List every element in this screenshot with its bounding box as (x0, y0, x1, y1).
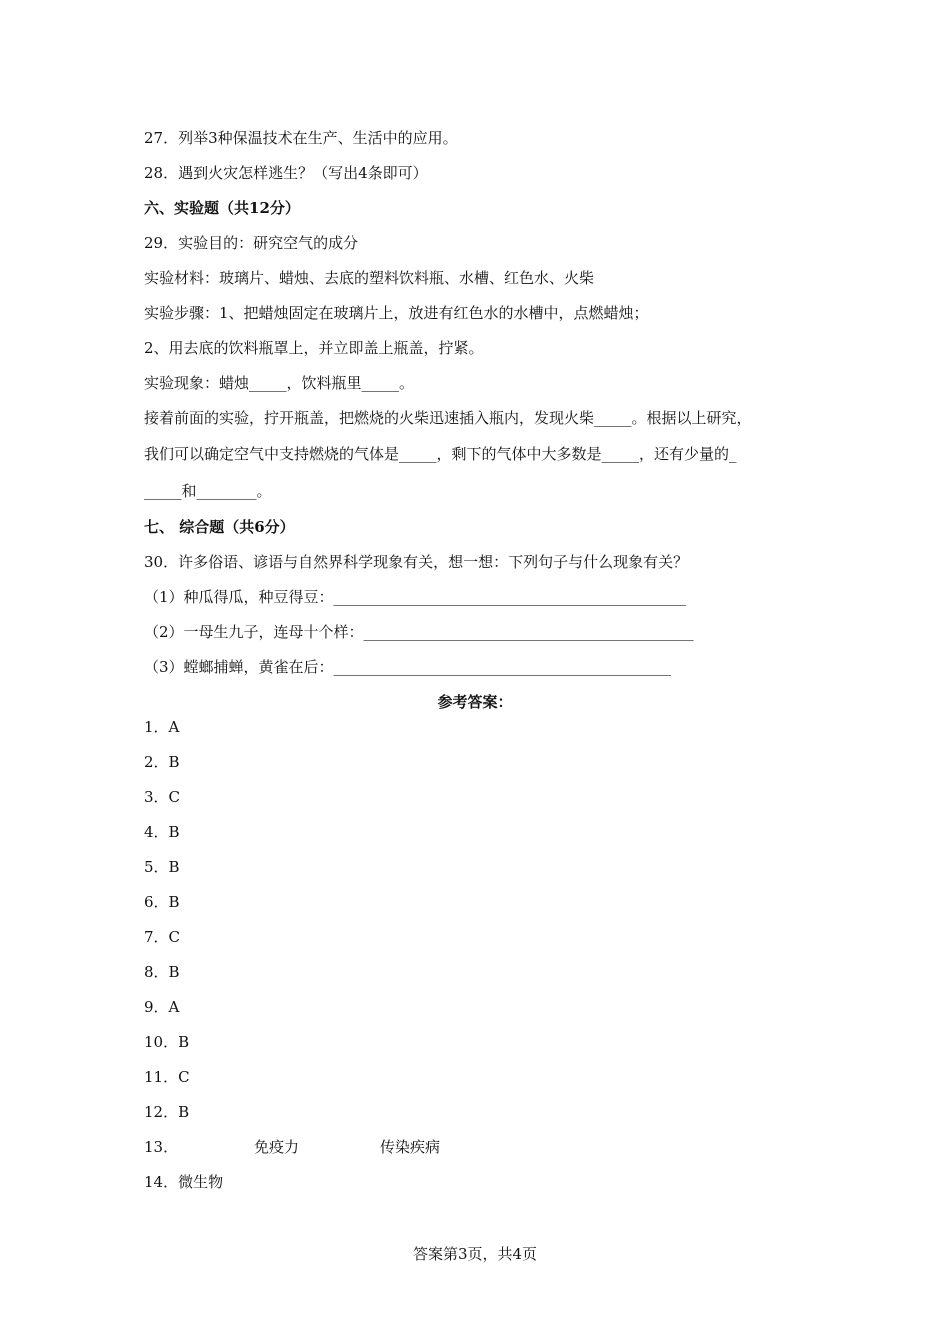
answers-heading: 参考答案： (437, 693, 513, 711)
question-30-item-2: （2）一母生九子，连母十个样：____________________________________________ (144, 623, 694, 641)
experiment-continue-1: 接着前面的实验，拧开瓶盖，把燃烧的火柴迅速插入瓶内，发现火柴_____。根据以上研究， (144, 409, 752, 427)
answer-6: 6．B (144, 893, 180, 911)
question-28: 28．遇到火灾怎样逃生？（写出4条即可） (144, 164, 428, 182)
answer-2: 2．B (144, 753, 180, 771)
answer-14: 14．微生物 (144, 1173, 224, 1191)
experiment-continue-2: 我们可以确定空气中支持燃烧的气体是_____，剩下的气体中大多数是_____，还有少量的_ (144, 445, 737, 463)
answer-12: 12．B (144, 1103, 190, 1121)
experiment-steps-1: 实验步骤：1、把蜡烛固定在玻璃片上，放进有红色水的水槽中，点燃蜡烛； (144, 304, 649, 322)
answer-5: 5．B (144, 858, 180, 876)
question-30-item-1: （1）种瓜得瓜，种豆得豆：_______________________________________________ (144, 588, 687, 606)
experiment-phenomenon: 实验现象：蜡烛_____，饮料瓶里_____。 (144, 374, 415, 392)
section-7-heading: 七、 综合题（共6分） (144, 518, 295, 536)
section-6-heading: 六、实验题（共12分） (144, 199, 300, 217)
answer-13 (144, 1137, 440, 1157)
experiment-materials: 实验材料：玻璃片、蜡烛、去底的塑料饮料瓶、水槽、红色水、火柴 (144, 269, 595, 287)
answer-1: 1．A (144, 718, 180, 736)
answer-7: 7．C (144, 928, 181, 946)
question-30-title: 30．许多俗语、谚语与自然界科学现象有关，想一想：下列句子与什么现象有关？ (144, 553, 689, 571)
page-footer: 答案第3页，共4页 (412, 1245, 538, 1263)
question-30-item-3: （3）螳螂捕蝉，黄雀在后：_____________________________________________ (144, 658, 672, 676)
answer-9: 9．A (144, 998, 180, 1016)
answer-3: 3．C (144, 788, 181, 806)
answer-8: 8．B (144, 963, 180, 981)
answer-13-blank-2: 传染疾病 (380, 1138, 441, 1156)
answer-4: 4．B (144, 823, 180, 841)
answer-10: 10．B (144, 1033, 190, 1051)
experiment-continue-3: _____和________。 (144, 482, 272, 500)
answer-13-blank-1: 免疫力 (254, 1138, 300, 1156)
question-27: 27．列举3种保温技术在生产、生活中的应用。 (144, 129, 458, 147)
question-29-title: 29．实验目的：研究空气的成分 (144, 234, 359, 252)
answer-11: 11．C (144, 1068, 190, 1086)
answer-13-number: 13． (144, 1138, 179, 1156)
experiment-steps-2: 2、用去底的饮料瓶罩上，并立即盖上瓶盖，拧紧。 (144, 339, 484, 357)
